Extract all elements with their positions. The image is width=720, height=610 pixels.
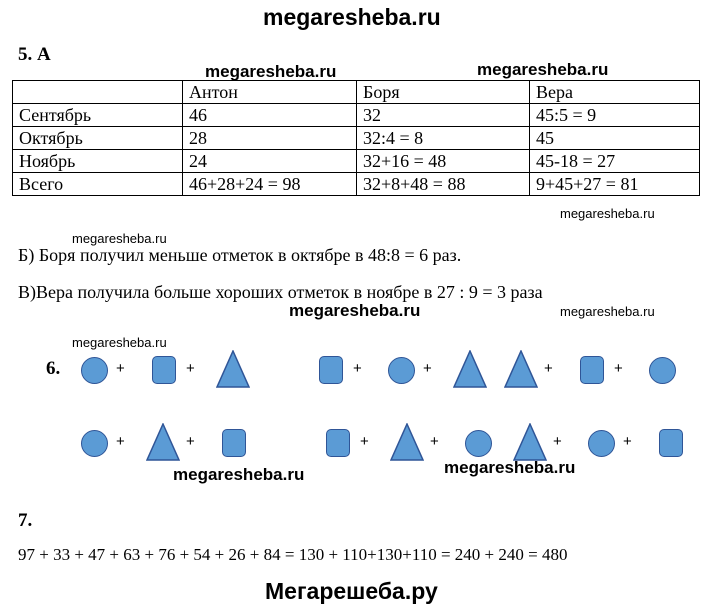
plus-sign: + xyxy=(116,433,125,450)
triangle-shape xyxy=(453,350,487,388)
square-shape xyxy=(326,429,350,457)
table-cell: 32+8+48 = 88 xyxy=(357,173,530,196)
table-cell: Сентябрь xyxy=(13,104,183,127)
table-cell: 9+45+27 = 81 xyxy=(530,173,700,196)
circle-shape xyxy=(649,357,676,384)
table-row xyxy=(13,173,700,196)
triangle-shape xyxy=(513,423,547,461)
table-cell: Октябрь xyxy=(13,127,183,150)
triangle-shape xyxy=(146,423,180,461)
task-7-expression: 97 + 33 + 47 + 63 + 76 + 54 + 26 + 84 = 130 + 110+130+110 = 240 + 240 = 480 xyxy=(18,545,568,564)
circle-shape xyxy=(465,430,492,457)
task-7-label: 7. xyxy=(18,510,33,531)
table-header-cell: Антон xyxy=(183,81,357,104)
square-shape xyxy=(659,429,683,457)
task-6-label: 6. xyxy=(46,358,61,379)
triangle-shape xyxy=(504,350,538,388)
watermark-after-table: megaresheba.ru xyxy=(560,206,655,221)
plus-sign: + xyxy=(544,360,553,377)
square-shape xyxy=(152,356,176,384)
table-cell: 45 xyxy=(530,127,700,150)
watermark-table-right: megaresheba.ru xyxy=(477,60,609,79)
table-cell: Ноябрь xyxy=(13,150,183,173)
plus-sign: + xyxy=(423,360,432,377)
circle-shape xyxy=(588,430,615,457)
task-5-label: 5. А xyxy=(18,44,51,65)
square-shape xyxy=(580,356,604,384)
answer-b: Б) Боря получил меньше отметок в октябре в 48:8 = 6 раз. xyxy=(18,245,462,265)
watermark-mid-center: megaresheba.ru xyxy=(289,301,421,320)
watermark-shapes-left: megaresheba.ru xyxy=(173,465,305,484)
plus-sign: + xyxy=(186,433,195,450)
table-cell: 32 xyxy=(357,104,530,127)
watermark-shapes-right: megaresheba.ru xyxy=(444,458,576,477)
watermark-before-6: megaresheba.ru xyxy=(72,335,167,350)
plus-sign: + xyxy=(116,360,125,377)
table-row xyxy=(13,104,700,127)
footer-watermark: Мегарешеба.ру xyxy=(265,578,438,604)
table-cell: 46+28+24 = 98 xyxy=(183,173,357,196)
watermark-table-left: megaresheba.ru xyxy=(205,62,337,81)
plus-sign: + xyxy=(623,433,632,450)
plus-sign: + xyxy=(430,433,439,450)
circle-shape xyxy=(388,357,415,384)
watermark-before-b: megaresheba.ru xyxy=(72,231,167,246)
table-header-cell: Боря xyxy=(357,81,530,104)
table-cell: Всего xyxy=(13,173,183,196)
table-cell: 45:5 = 9 xyxy=(530,104,700,127)
table-cell: 46 xyxy=(183,104,357,127)
square-shape xyxy=(222,429,246,457)
header-watermark: megaresheba.ru xyxy=(263,4,441,30)
grades-table xyxy=(12,80,700,196)
table-row xyxy=(13,127,700,150)
table-row xyxy=(13,150,700,173)
table-header-cell: Вера xyxy=(530,81,700,104)
plus-sign: + xyxy=(614,360,623,377)
answer-v: В)Вера получила больше хороших отметок в ноябре в 27 : 9 = 3 раза xyxy=(18,282,543,302)
triangle-shape xyxy=(216,350,250,388)
table-header-row xyxy=(13,81,700,104)
circle-shape xyxy=(81,430,108,457)
table-cell: 24 xyxy=(183,150,357,173)
table-cell: 28 xyxy=(183,127,357,150)
table-cell: 32+16 = 48 xyxy=(357,150,530,173)
watermark-mid-right: megaresheba.ru xyxy=(560,304,655,319)
triangle-shape xyxy=(390,423,424,461)
square-shape xyxy=(319,356,343,384)
table-cell: 32:4 = 8 xyxy=(357,127,530,150)
table-header-cell xyxy=(13,81,183,104)
plus-sign: + xyxy=(353,360,362,377)
circle-shape xyxy=(81,357,108,384)
table-cell: 45-18 = 27 xyxy=(530,150,700,173)
plus-sign: + xyxy=(553,433,562,450)
plus-sign: + xyxy=(360,433,369,450)
plus-sign: + xyxy=(186,360,195,377)
